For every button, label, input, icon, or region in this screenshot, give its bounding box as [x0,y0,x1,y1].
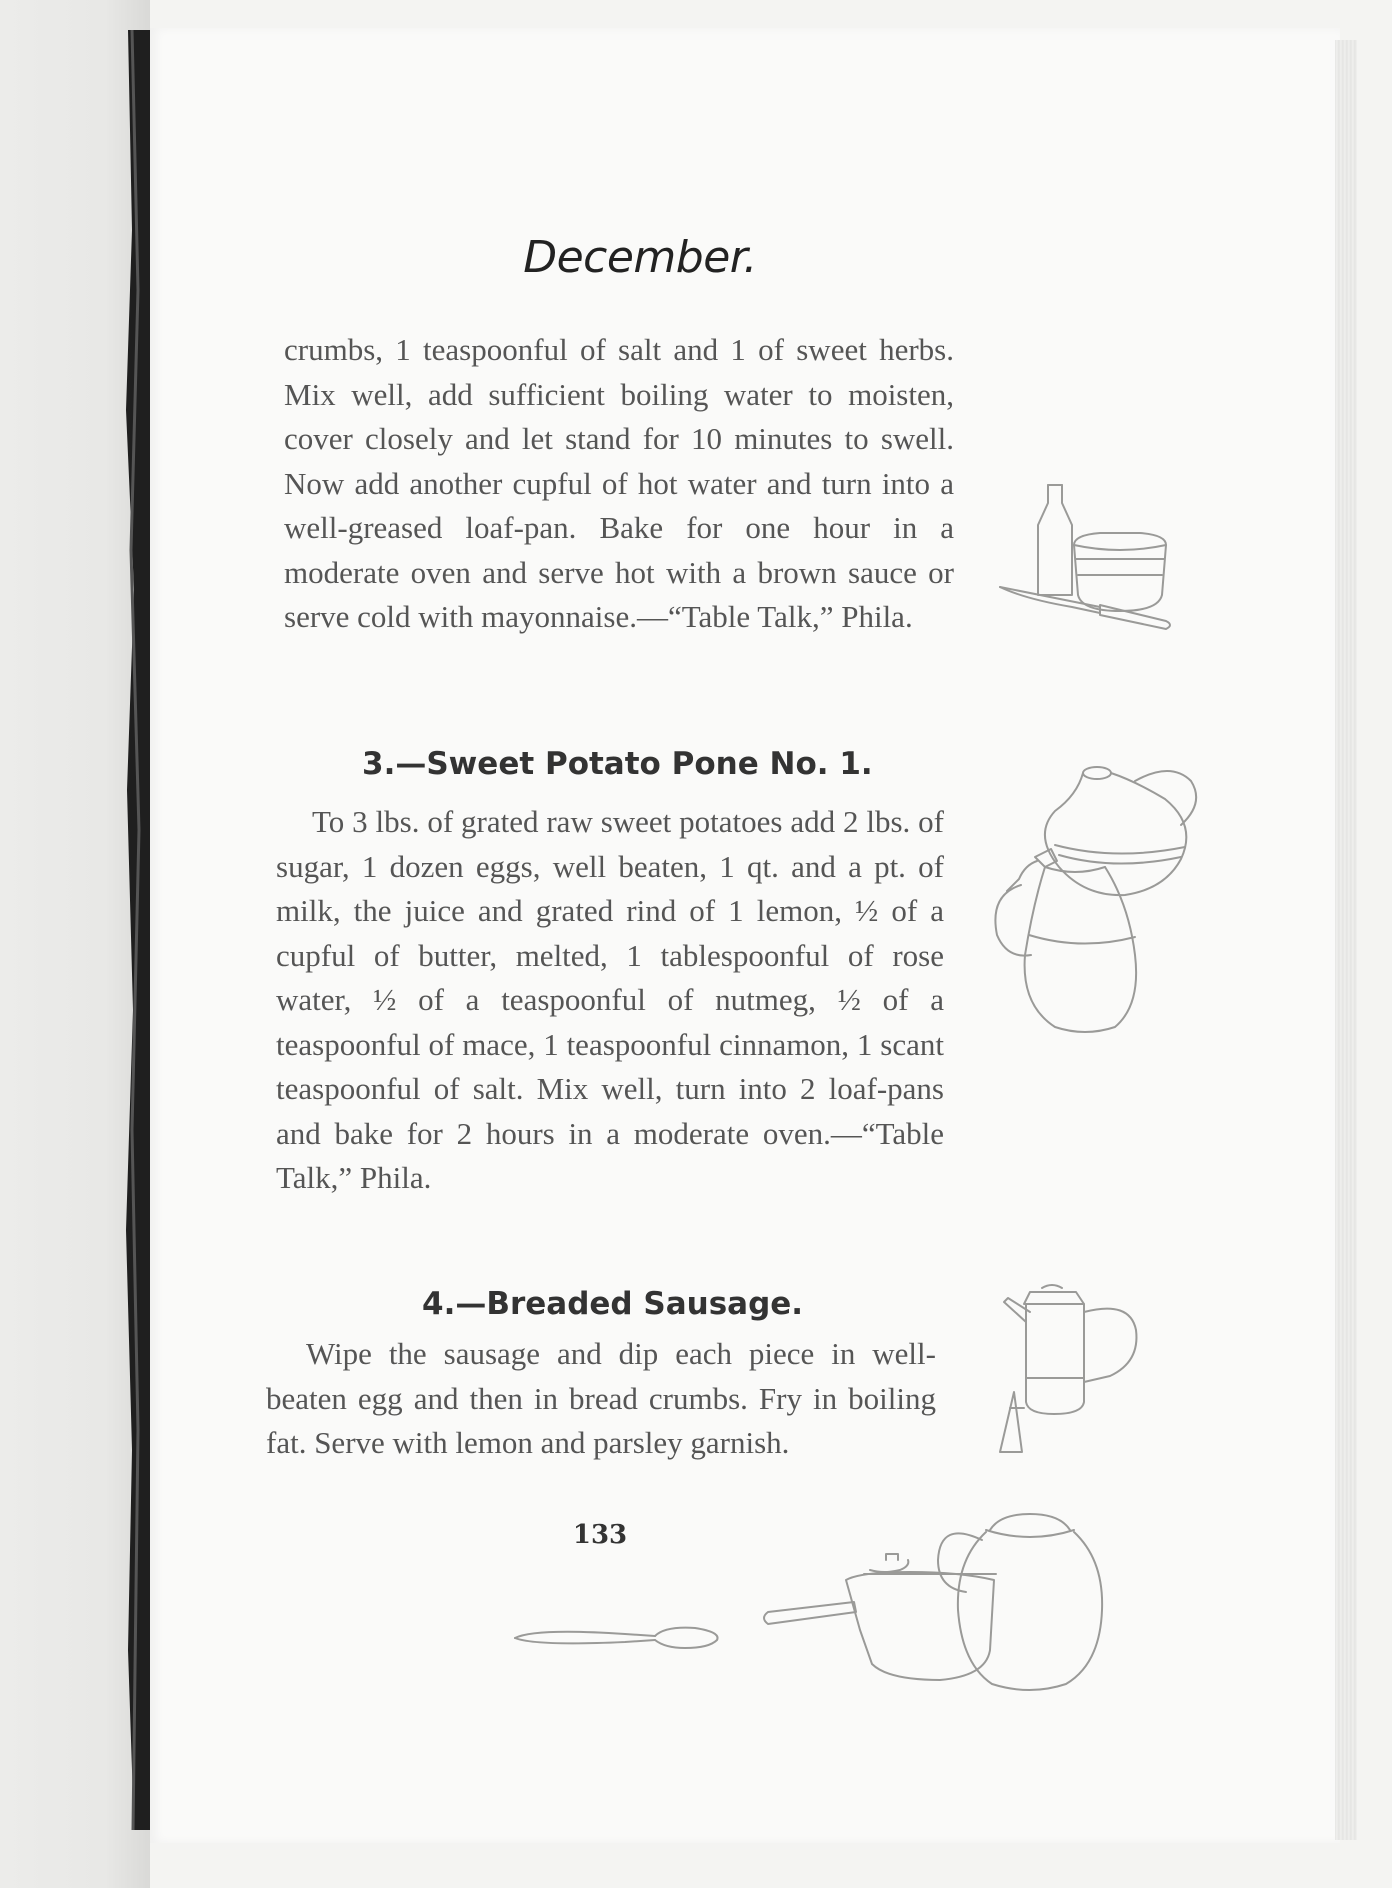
recipe-body-sweet-potato-pone: To 3 lbs. of grated raw sweet potatoes add 2 lbs. of sugar, 1 dozen eggs, well beaten, 1 qt. and a pt. of milk, the juice and grated rind of 1 lemon, ½ of a cupful of butter, melted, 1 tablespoonful of rose water, ½ of a teaspoonful of nutmeg, ½ of a teaspoonful of mace, 1 teaspoonful cinnamon, 1 scant teaspoonful of salt. Mix well, turn into 2 loaf-pans and bake for 2 hours in a moderate oven.—“Table Talk,” Phila. [276,804,944,1195]
coffee-pot-funnel-icon [990,1282,1150,1462]
recipe-body-breaded-sausage: Wipe the sausage and dip each piece in well-beaten egg and then in bread crumbs. Fry in boiling fat. Serve with lemon and parsley garnish. [266,1336,936,1460]
bottle-bowl-knife-icon [990,475,1190,645]
recipe-heading-sweet-potato-pone: 3.—Sweet Potato Pone No. 1. [362,746,873,782]
spoon-icon [505,1618,725,1658]
saucepan-crock-icon [760,1500,1140,1700]
page-number: 133 [572,1520,628,1550]
running-head: December. [523,232,757,283]
page-stack-edge [1335,40,1357,1840]
jug-pitcher-icon [985,755,1205,1035]
recipe-heading-breaded-sausage: 4.—Breaded Sausage. [422,1286,804,1322]
intro-paragraph: crumbs, 1 teaspoonful of salt and 1 of sweet herbs. Mix well, add sufficient boiling water to moisten, cover closely and let stand for 10 minutes to swell. Now add another cupful of hot water and turn into a well-greased loaf-pan. Bake for one hour in a moderate oven and serve hot with a brown sauce or serve cold with mayonnaise.—“Table Talk,” Phila. [284,332,954,634]
